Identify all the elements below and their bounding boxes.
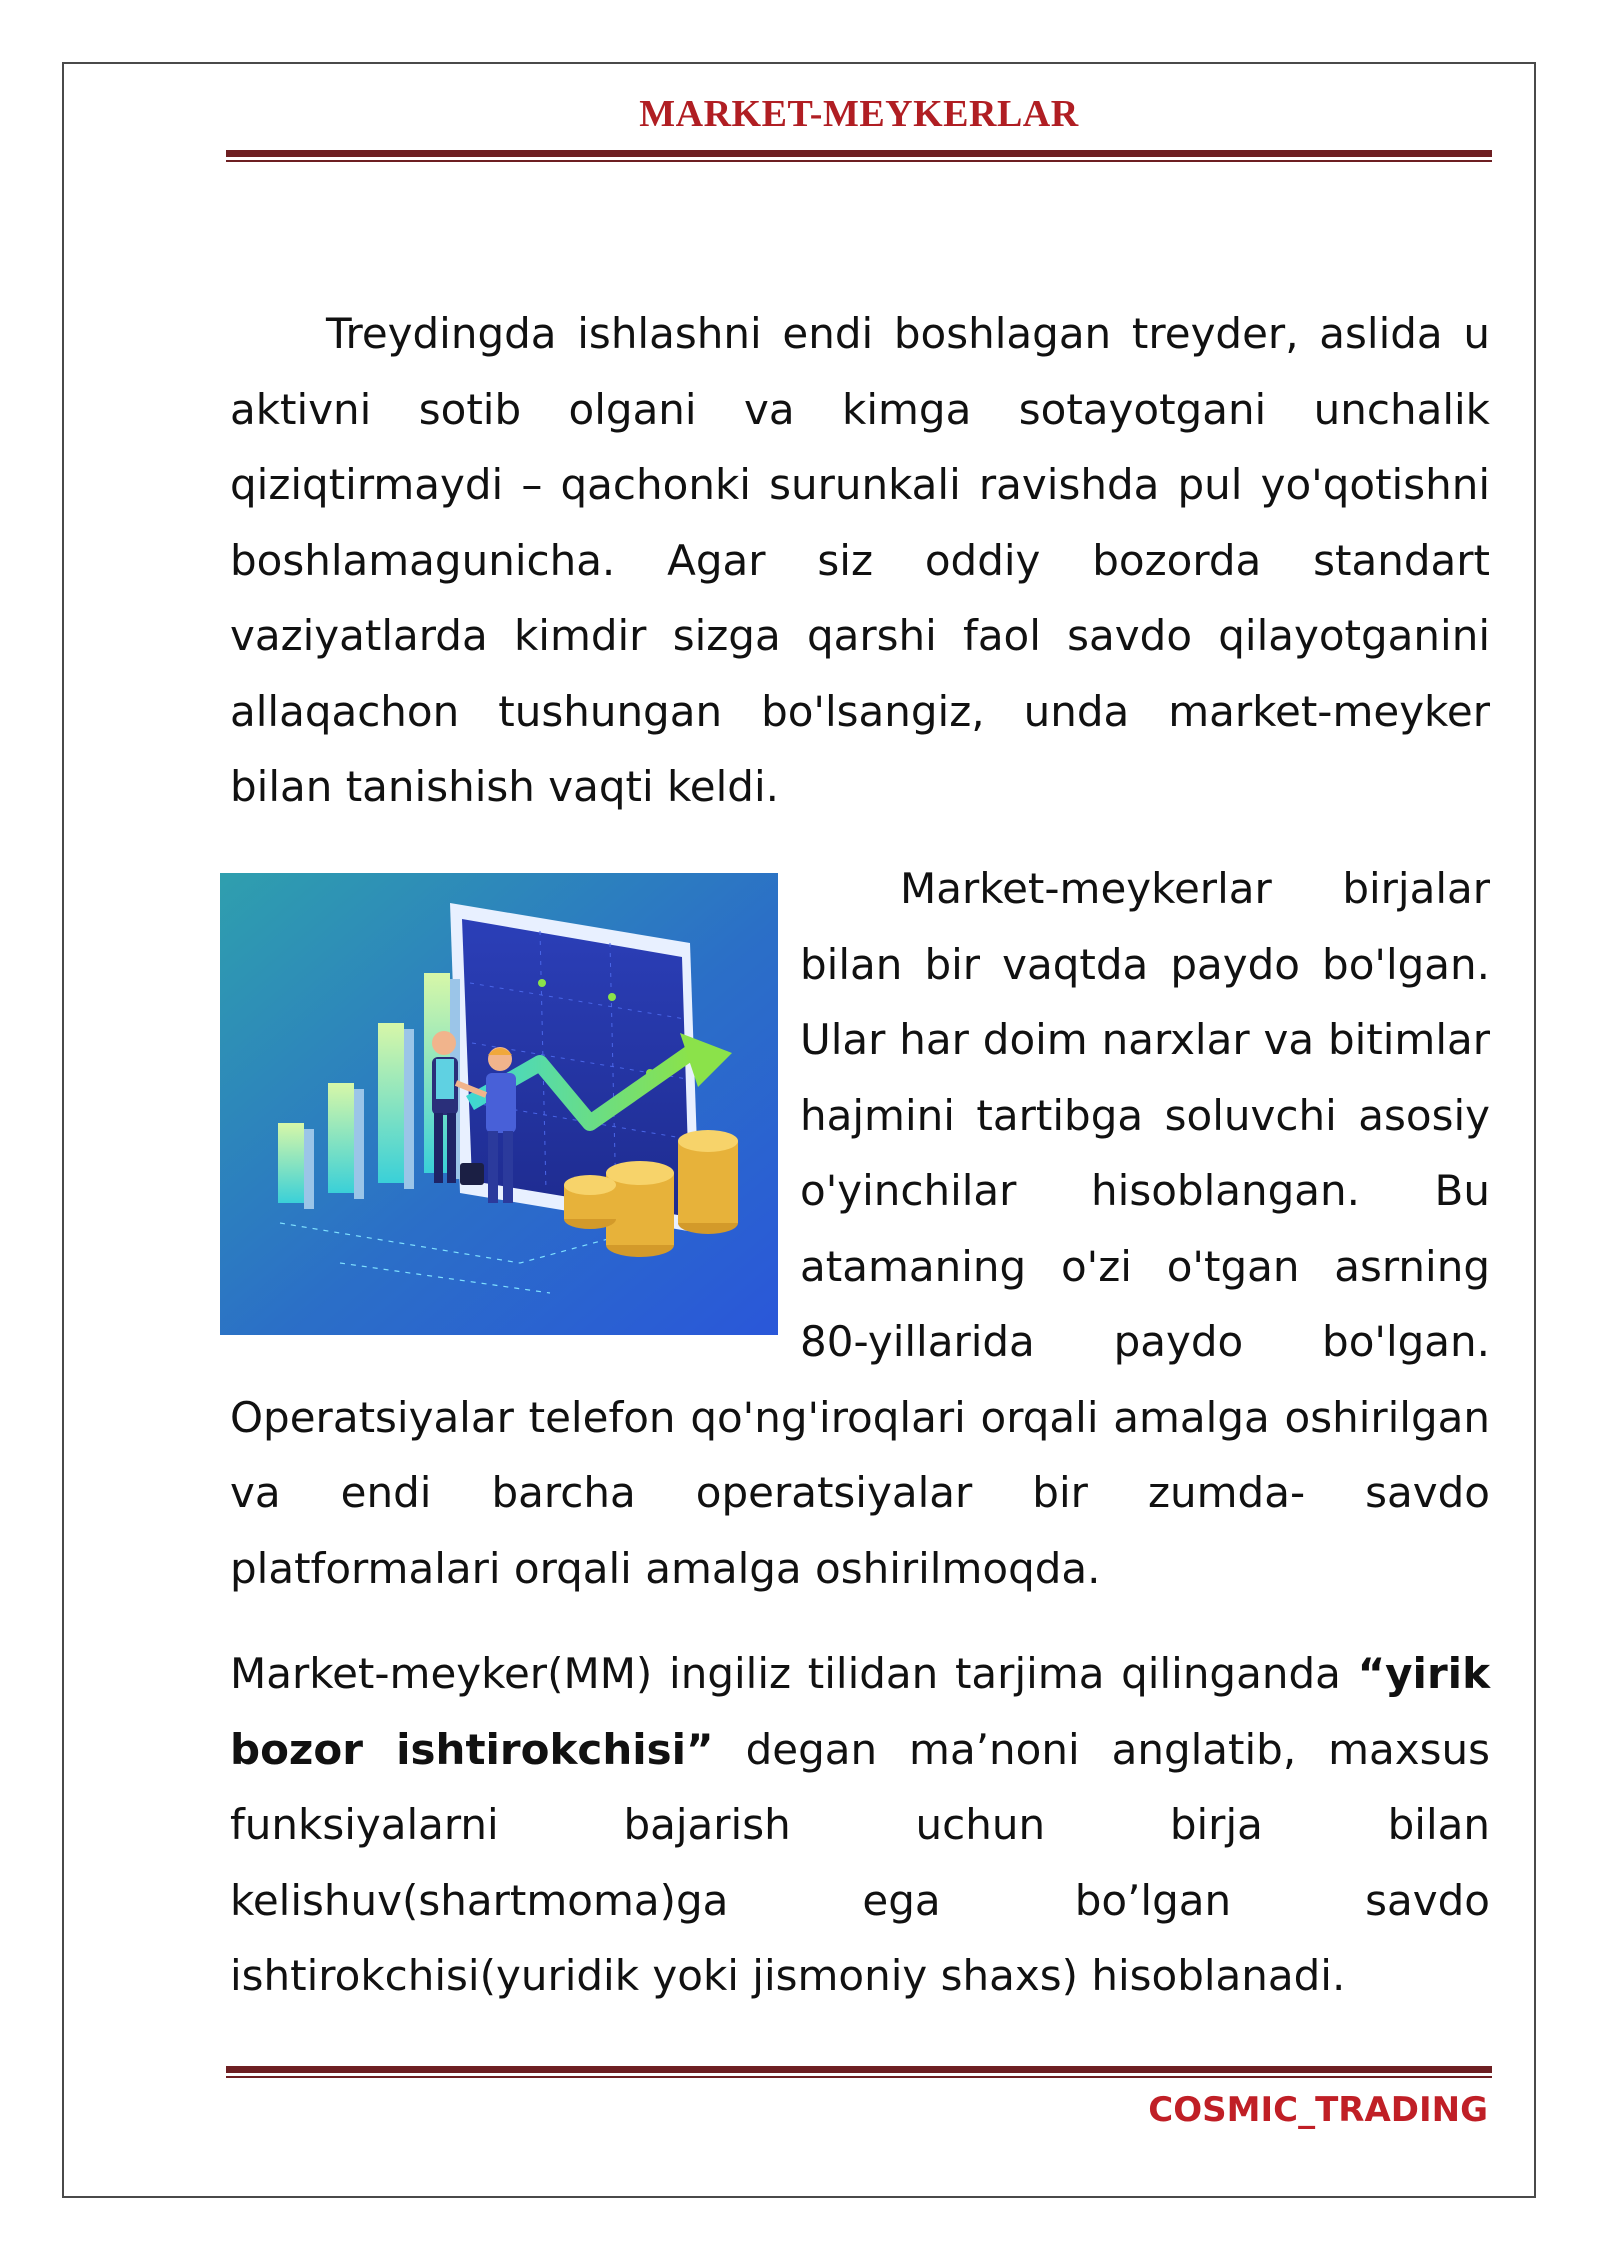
paragraph-definition xyxy=(230,1636,1490,2014)
definition-start: Market-meyker(MM) ingiliz tilidan tarjima qilinganda xyxy=(230,1649,1358,1698)
paragraph-history xyxy=(230,851,1490,1606)
footer-rule xyxy=(226,2066,1492,2078)
market-maker-illustration xyxy=(220,873,778,1335)
page-title: MARKET-MEYKERLAR xyxy=(639,93,1079,135)
footer-brand: COSMIC_TRADING xyxy=(1148,2090,1488,2130)
definition-end: degan ma’noni anglatib, maxsus funksiyalarni bajarish uchun birja bilan kelishuv(shartmoma)ga ega bo’lgan savdo ishtirokchisi(yuridik yoki jismoniy shaxs) hisoblanadi. xyxy=(230,1724,1491,2000)
paragraph-intro: Treydingda ishlashni endi boshlagan treyder, aslida u aktivni sotib olgani va kimga sotayotgani unchalik qiziqtirmaydi – qachonki surunkali ravishda pul yo'qotishni boshlamagunicha. Agar siz oddiy bozorda standart vaziyatlarda kimdir sizga qarshi faol savdo qilayotganini allaqachon tushungan bo'lsangiz, unda market-meyker bilan tanishish vaqti keldi. xyxy=(230,309,1490,811)
header-rule xyxy=(226,150,1492,162)
definition-bold-term: “yirik bozor ishtirokchisi” xyxy=(230,1649,1490,1774)
paragraph-history-text: Market-meykerlar birjalar bilan bir vaqtda paydo bo'lgan. Ular har doim narxlar va bitimlar hajmini tartibga soluvchi asosiy o'yinchilar hisoblangan. Bu atamaning o'zi o'tgan asrning 80-yillarida paydo bo'lgan. Operatsiyalar telefon qo'ng'iroqlari orqali amalga oshirilgan va endi barcha operatsiyalar bir zumda- savdo platformalari orqali amalga oshirilmoqda. xyxy=(230,864,1490,1593)
